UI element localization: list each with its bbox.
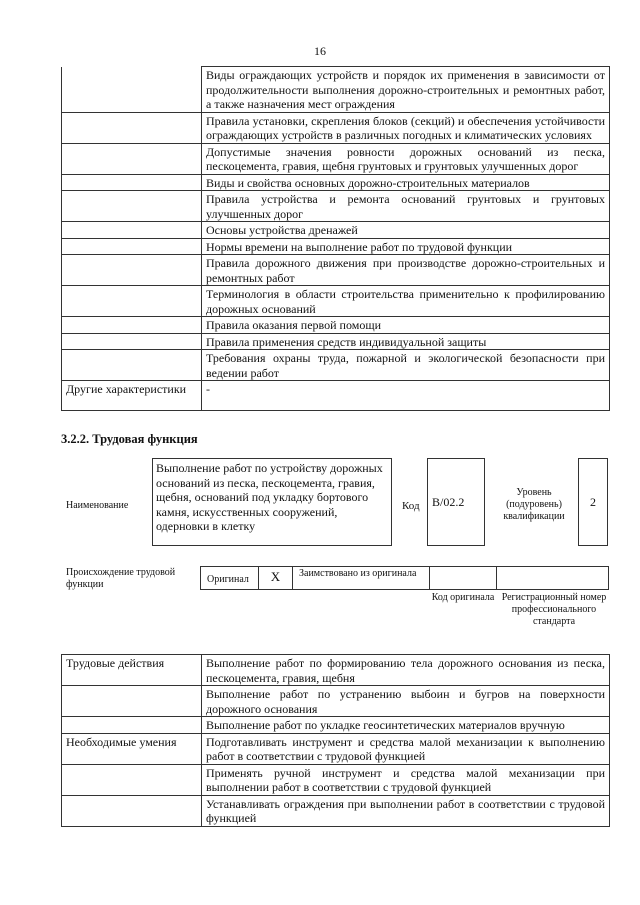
labor-actions-label: Трудовые действия [62, 655, 202, 686]
section-title: 3.2.2. Трудовая функция [61, 432, 198, 446]
knowledge-item: Виды ограждающих устройств и порядок их применения в зависимости от продолжительности выполнения дорожно-строительных и ремонтных работ, а также назначения мест ограждения [202, 67, 610, 113]
knowledge-item: Правила устройства и ремонта оснований грунтовых и грунтовых улучшенных дорог [202, 191, 610, 222]
table-cell-empty [62, 222, 202, 239]
table-cell-empty [62, 255, 202, 286]
origin-code-caption: Код оригинала [431, 592, 495, 603]
other-characteristics-label: Другие характеристики [62, 381, 202, 411]
table-cell-empty [62, 143, 202, 174]
knowledge-item: Основы устройства дренажей [202, 222, 610, 239]
required-skill-item: Подготавливать инструмент и средства малой механизации к выполнению работ в соответствии с трудовой функцией [202, 733, 610, 764]
table-cell-empty [62, 686, 202, 717]
required-skill-item: Устанавливать ограждения при выполнении работ в соответствии с трудовой функцией [202, 795, 610, 826]
labor-action-item: Выполнение работ по устранению выбоин и бугров на поверхности дорожного основания [202, 686, 610, 717]
table-cell-empty [62, 333, 202, 350]
labor-function-table [61, 654, 610, 827]
table-cell-empty [62, 286, 202, 317]
other-characteristics-value: - [202, 381, 610, 411]
borrowed-label: Заимствовано из оригинала [292, 566, 430, 590]
table-cell-empty [62, 67, 202, 113]
table-cell-empty [62, 764, 202, 795]
code-label: Код [402, 500, 420, 512]
labor-action-item: Выполнение работ по формированию тела дорожного основания из песка, пескоцемента, гравия, щебня [202, 655, 610, 686]
table-cell-empty [62, 238, 202, 255]
required-skill-item: Применять ручной инструмент и средства малой механизации при выполнении работ в соответствии с трудовой функцией [202, 764, 610, 795]
registration-number-cell [496, 566, 609, 590]
registration-number-caption: Регистрационный номер профессионального стандарта [501, 592, 607, 627]
labor-action-item: Выполнение работ по укладке геосинтетических материалов вручную [202, 717, 610, 734]
table-cell-empty [62, 112, 202, 143]
knowledge-item: Правила оказания первой помощи [202, 317, 610, 334]
function-name-box: Выполнение работ по устройству дорожных оснований из песка, пескоцемента, гравия, щебня, оснований под укладку бортового камня, искусственных сооружений, одерновки в клетку [152, 458, 392, 546]
table-cell-empty [62, 350, 202, 381]
page-number: 16 [314, 44, 326, 58]
table-cell-empty [62, 191, 202, 222]
knowledge-item: Виды и свойства основных дорожно-строительных материалов [202, 174, 610, 191]
table-cell-empty [62, 717, 202, 734]
knowledge-item: Правила установки, скрепления блоков (секций) и обеспечения устойчивости ограждающих устройств в различных погодных и климатических условиях [202, 112, 610, 143]
table-cell-empty [62, 795, 202, 826]
knowledge-item: Терминология в области строительства применительно к профилированию дорожных оснований [202, 286, 610, 317]
knowledge-item: Нормы времени на выполнение работ по трудовой функции [202, 238, 610, 255]
knowledge-item: Допустимые значения ровности дорожных оснований из песка, пескоцемента, гравия, щебня грунтовых и грунтовых улучшенных дорог [202, 143, 610, 174]
required-skills-label: Необходимые умения [62, 733, 202, 764]
knowledge-item: Правила дорожного движения при производстве дорожно-строительных и ремонтных работ [202, 255, 610, 286]
qualification-level-box: 2 [578, 458, 608, 546]
name-label: Наименование [66, 500, 129, 511]
knowledge-item: Правила применения средств индивидуальной защиты [202, 333, 610, 350]
table-cell-empty [62, 317, 202, 334]
original-label: Оригинал [200, 566, 259, 590]
original-mark: X [258, 566, 293, 590]
origin-label: Происхождение трудовой функции [66, 567, 176, 590]
function-code-box: B/02.2 [427, 458, 485, 546]
knowledge-item: Требования охраны труда, пожарной и экологической безопасности при ведении работ [202, 350, 610, 381]
table-cell-empty [62, 174, 202, 191]
origin-row [200, 566, 609, 590]
origin-code-cell [429, 566, 497, 590]
qualification-level-label: Уровень (подуровень) квалификации [503, 487, 565, 522]
knowledge-table [61, 66, 610, 411]
